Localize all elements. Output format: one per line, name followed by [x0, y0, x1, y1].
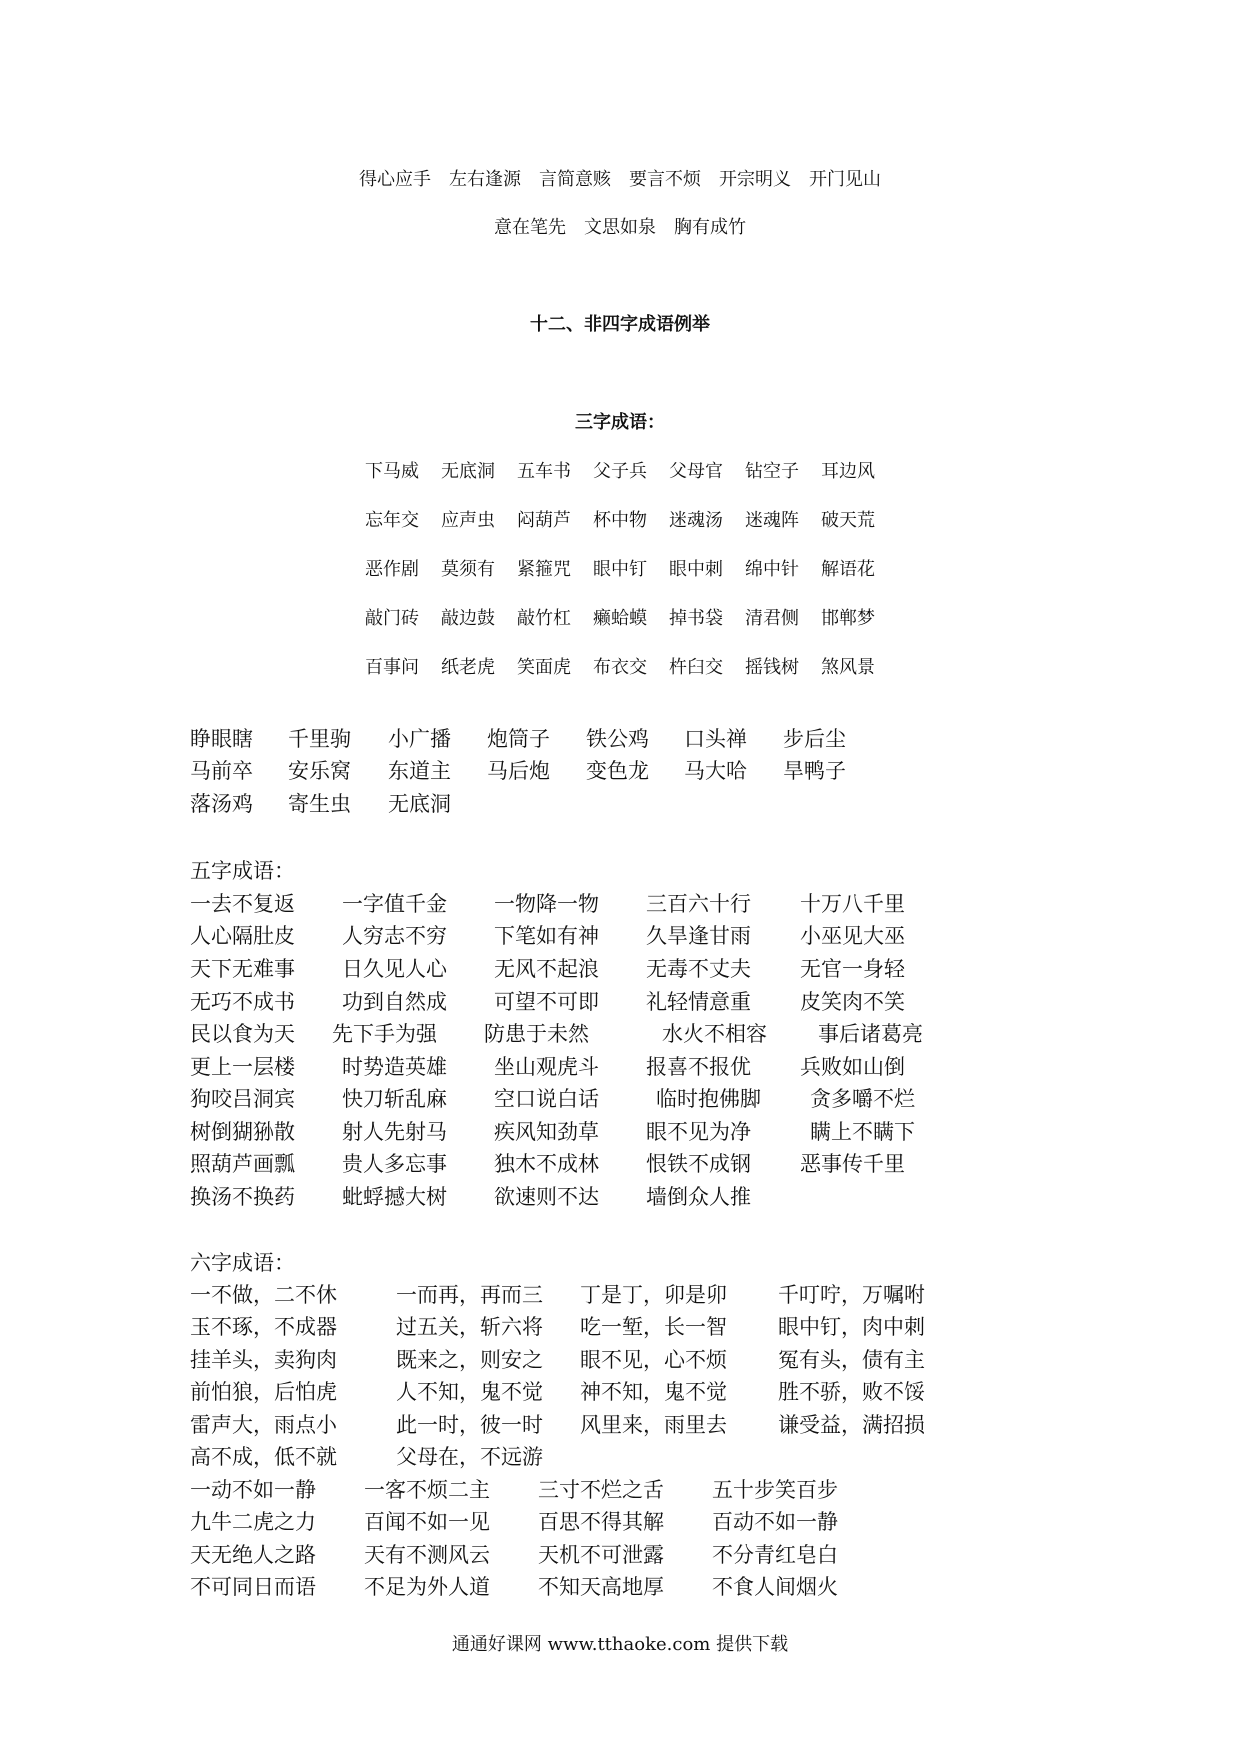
idiom-cell: 安乐窝: [288, 759, 351, 783]
idiom-cell: 炮筒子: [487, 727, 550, 751]
idiom-cell: 小广播: [388, 727, 451, 751]
idiom-cell: 照葫芦画瓢: [190, 1152, 295, 1176]
idiom-cell: 绵中针: [745, 559, 799, 580]
idiom-cell: 狗咬吕洞宾: [190, 1087, 295, 1111]
idiom-cell: 一动不如一静: [190, 1478, 316, 1502]
idiom-cell: 小巫见大巫: [800, 924, 905, 948]
idiom-cell: 一而再，再而三: [396, 1283, 543, 1307]
idiom-cell: 兵败如山倒: [800, 1055, 905, 1079]
idiom-cell: 一客不烦二主: [364, 1478, 490, 1502]
idiom-cell: 先下手为强: [332, 1022, 437, 1046]
idiom-cell: 迷魂阵: [745, 510, 799, 531]
idiom-cell: 一不做，二不休: [190, 1283, 337, 1307]
six-char-heading: 六字成语：: [190, 1251, 295, 1275]
idiom-cell: 无底洞: [388, 792, 451, 816]
idiom-cell: 胜不骄，败不馁: [778, 1380, 925, 1404]
idiom-cell: 皮笑肉不笑: [800, 990, 905, 1014]
idiom-cell: 不知天高地厚: [538, 1575, 664, 1599]
idiom-cell: 寄生虫: [288, 792, 351, 816]
footer: 通通好课网 www.tthaoke.com 提供下载: [451, 1634, 789, 1655]
idiom-cell: 马大哈: [684, 759, 747, 783]
idiom-cell: 临时抱佛脚: [656, 1087, 761, 1111]
three-char-heading: 三字成语：: [575, 412, 665, 433]
idiom-cell: 百思不得其解: [538, 1510, 664, 1534]
intro-line-1: 得心应手 左右逢源 言简意赅 要言不烦 开宗明义 开门见山: [359, 169, 881, 190]
idiom-cell: 煞风景: [821, 657, 875, 678]
idiom-cell: 眼不见，心不烦: [580, 1348, 727, 1372]
idiom-cell: 不足为外人道: [364, 1575, 490, 1599]
idiom-cell: 天机不可泄露: [538, 1543, 664, 1567]
idiom-cell: 千里驹: [288, 727, 351, 751]
idiom-cell: 下马威: [365, 461, 419, 482]
idiom-cell: 报喜不报优: [646, 1055, 751, 1079]
idiom-cell: 瞒上不瞒下: [810, 1120, 915, 1144]
idiom-cell: 口头禅: [684, 727, 747, 751]
idiom-cell: 下笔如有神: [494, 924, 599, 948]
idiom-cell: 敲竹杠: [517, 608, 571, 629]
idiom-cell: 天有不测风云: [364, 1543, 490, 1567]
idiom-cell: 解语花: [821, 559, 875, 580]
idiom-cell: 礼轻情意重: [646, 990, 751, 1014]
idiom-cell: 眼中钉，肉中刺: [778, 1315, 925, 1339]
idiom-cell: 独木不成林: [494, 1152, 599, 1176]
idiom-cell: 五车书: [517, 461, 571, 482]
idiom-cell: 无巧不成书: [190, 990, 295, 1014]
idiom-cell: 疾风知劲草: [494, 1120, 599, 1144]
idiom-cell: 五十步笑百步: [712, 1478, 838, 1502]
idiom-cell: 落汤鸡: [190, 792, 253, 816]
idiom-cell: 冤有头，债有主: [778, 1348, 925, 1372]
idiom-cell: 马后炮: [487, 759, 550, 783]
idiom-cell: 空口说白话: [494, 1087, 599, 1111]
idiom-cell: 风里来，雨里去: [580, 1413, 727, 1437]
idiom-cell: 恶事传千里: [800, 1152, 905, 1176]
idiom-cell: 一去不复返: [190, 892, 295, 916]
idiom-cell: 百动不如一静: [712, 1510, 838, 1534]
idiom-cell: 十万八千里: [800, 892, 905, 916]
idiom-cell: 神不知，鬼不觉: [580, 1380, 727, 1404]
idiom-cell: 纸老虎: [441, 657, 495, 678]
idiom-cell: 闷葫芦: [517, 510, 571, 531]
idiom-cell: 笑面虎: [517, 657, 571, 678]
idiom-cell: 水火不相容: [662, 1022, 767, 1046]
idiom-cell: 不分青红皂白: [712, 1543, 838, 1567]
section-title: 十二、非四字成语例举: [530, 314, 710, 335]
idiom-cell: 一物降一物: [494, 892, 599, 916]
idiom-cell: 杯中物: [593, 510, 647, 531]
idiom-cell: 邯郸梦: [821, 608, 875, 629]
idiom-cell: 既来之，则安之: [396, 1348, 543, 1372]
idiom-cell: 耳边风: [821, 461, 875, 482]
five-char-heading: 五字成语：: [190, 859, 295, 883]
idiom-cell: 吃一堑，长一智: [580, 1315, 727, 1339]
idiom-cell: 钻空子: [745, 461, 799, 482]
idiom-cell: 坐山观虎斗: [494, 1055, 599, 1079]
idiom-cell: 三寸不烂之舌: [538, 1478, 664, 1502]
idiom-cell: 雷声大，雨点小: [190, 1413, 337, 1437]
idiom-cell: 百闻不如一见: [364, 1510, 490, 1534]
idiom-cell: 百事问: [365, 657, 419, 678]
idiom-cell: 贪多嚼不烂: [810, 1087, 915, 1111]
idiom-cell: 谦受益，满招损: [778, 1413, 925, 1437]
idiom-cell: 应声虫: [441, 510, 495, 531]
idiom-cell: 人不知，鬼不觉: [396, 1380, 543, 1404]
idiom-cell: 无底洞: [441, 461, 495, 482]
idiom-cell: 父子兵: [593, 461, 647, 482]
idiom-cell: 眼不见为净: [646, 1120, 751, 1144]
idiom-cell: 可望不可即: [494, 990, 599, 1014]
idiom-cell: 恶作剧: [365, 559, 419, 580]
idiom-cell: 前怕狼，后怕虎: [190, 1380, 337, 1404]
idiom-cell: 无毒不丈夫: [646, 957, 751, 981]
idiom-cell: 日久见人心: [342, 957, 447, 981]
idiom-cell: 摇钱树: [745, 657, 799, 678]
idiom-cell: 恨铁不成钢: [646, 1152, 751, 1176]
idiom-cell: 千叮咛，万嘱咐: [778, 1283, 925, 1307]
idiom-cell: 过五关，斩六将: [396, 1315, 543, 1339]
idiom-cell: 九牛二虎之力: [190, 1510, 316, 1534]
idiom-cell: 迷魂汤: [669, 510, 723, 531]
idiom-cell: 无风不起浪: [494, 957, 599, 981]
idiom-cell: 贵人多忘事: [342, 1152, 447, 1176]
idiom-cell: 敲边鼓: [441, 608, 495, 629]
idiom-cell: 旱鸭子: [783, 759, 846, 783]
idiom-cell: 功到自然成: [342, 990, 447, 1014]
idiom-cell: 父母在，不远游: [396, 1445, 543, 1469]
idiom-cell: 莫须有: [441, 559, 495, 580]
idiom-cell: 不食人间烟火: [712, 1575, 838, 1599]
intro-line-2: 意在笔先 文思如泉 胸有成竹: [494, 217, 746, 238]
idiom-cell: 步后尘: [783, 727, 846, 751]
idiom-cell: 久旱逢甘雨: [646, 924, 751, 948]
idiom-cell: 时势造英雄: [342, 1055, 447, 1079]
idiom-cell: 人穷志不穷: [342, 924, 447, 948]
idiom-cell: 父母官: [669, 461, 723, 482]
idiom-cell: 欲速则不达: [494, 1185, 599, 1209]
idiom-cell: 眼中钉: [593, 559, 647, 580]
idiom-cell: 癞蛤蟆: [593, 608, 647, 629]
idiom-cell: 破天荒: [821, 510, 875, 531]
idiom-cell: 变色龙: [586, 759, 649, 783]
idiom-cell: 此一时，彼一时: [396, 1413, 543, 1437]
idiom-cell: 忘年交: [365, 510, 419, 531]
idiom-cell: 更上一层楼: [190, 1055, 295, 1079]
idiom-cell: 蚍蜉撼大树: [342, 1185, 447, 1209]
idiom-cell: 天下无难事: [190, 957, 295, 981]
idiom-cell: 东道主: [388, 759, 451, 783]
idiom-cell: 玉不琢，不成器: [190, 1315, 337, 1339]
idiom-cell: 睁眼瞎: [190, 727, 253, 751]
idiom-cell: 不可同日而语: [190, 1575, 316, 1599]
idiom-cell: 紧箍咒: [517, 559, 571, 580]
idiom-cell: 清君侧: [745, 608, 799, 629]
idiom-cell: 换汤不换药: [190, 1185, 295, 1209]
idiom-cell: 铁公鸡: [586, 727, 649, 751]
idiom-cell: 杵臼交: [669, 657, 723, 678]
idiom-cell: 一字值千金: [342, 892, 447, 916]
idiom-cell: 三百六十行: [646, 892, 751, 916]
idiom-cell: 民以食为天: [190, 1022, 295, 1046]
idiom-cell: 天无绝人之路: [190, 1543, 316, 1567]
idiom-cell: 防患于未然: [484, 1022, 589, 1046]
idiom-cell: 墙倒众人推: [646, 1185, 751, 1209]
idiom-cell: 眼中刺: [669, 559, 723, 580]
idiom-cell: 事后诸葛亮: [818, 1022, 923, 1046]
idiom-cell: 挂羊头，卖狗肉: [190, 1348, 337, 1372]
idiom-cell: 掉书袋: [669, 608, 723, 629]
idiom-cell: 丁是丁，卯是卯: [580, 1283, 727, 1307]
idiom-cell: 马前卒: [190, 759, 253, 783]
idiom-cell: 无官一身轻: [800, 957, 905, 981]
idiom-cell: 敲门砖: [365, 608, 419, 629]
idiom-cell: 高不成，低不就: [190, 1445, 337, 1469]
idiom-cell: 树倒猢狲散: [190, 1120, 295, 1144]
idiom-cell: 布衣交: [593, 657, 647, 678]
idiom-cell: 射人先射马: [342, 1120, 447, 1144]
idiom-cell: 快刀斩乱麻: [342, 1087, 447, 1111]
idiom-cell: 人心隔肚皮: [190, 924, 295, 948]
